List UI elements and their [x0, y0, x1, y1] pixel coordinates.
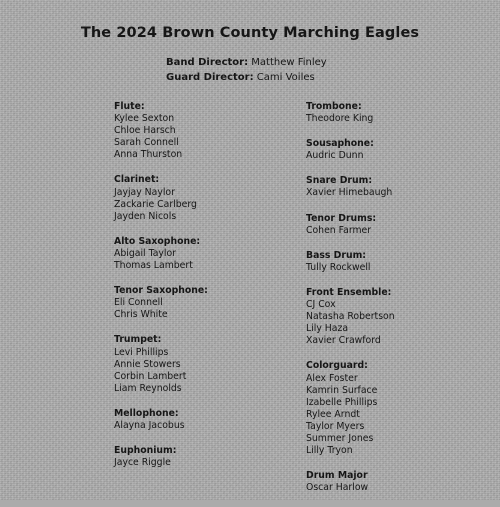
member-name: Alayna Jacobus: [114, 419, 185, 431]
roster-column-right: [306, 101, 395, 507]
member-name: Lily Haza: [306, 323, 349, 335]
section-title: Sousaphone:: [306, 138, 374, 150]
member-name: Chloe Harsch: [114, 125, 176, 137]
roster-section: [114, 174, 208, 222]
member-name: Zackarie Carlberg: [114, 198, 197, 210]
member-name: Thomas Lambert: [114, 260, 193, 272]
roster-section: [306, 213, 395, 237]
section-title: Flute:: [114, 101, 145, 112]
member-name: Corbin Lambert: [114, 370, 187, 382]
member-name: Oscar Harlow: [306, 482, 369, 494]
roster-section: [114, 445, 208, 469]
member-name: Chris White: [114, 309, 168, 321]
member-name: Jayden Nicols: [114, 210, 177, 222]
section-title: Mellophone:: [114, 407, 179, 419]
directors-block: [166, 55, 327, 85]
member-name: Jayce Riggle: [114, 457, 171, 469]
member-name: Natasha Robertson: [306, 311, 395, 323]
roster-section: [114, 408, 208, 432]
guard-director-label: Guard Director:: [166, 72, 254, 83]
member-name: Levi Phillips: [114, 346, 169, 358]
member-name: Sarah Connell: [114, 137, 179, 149]
page-title: The 2024 Brown County Marching Eagles: [80, 25, 420, 41]
member-name: Theodore King: [306, 113, 374, 125]
member-name: Cohen Farmer: [306, 224, 372, 236]
section-title: Trumpet:: [114, 334, 162, 346]
member-name: Xavier Himebaugh: [306, 187, 393, 199]
section-title: Euphonium:: [114, 445, 177, 457]
member-name: Anna Thurston: [114, 149, 183, 161]
member-name: Annie Stowers: [114, 358, 181, 370]
member-name: Jayjay Naylor: [114, 186, 175, 198]
section-title: Alto Saxophone:: [114, 235, 201, 247]
guard-director-line: [166, 70, 327, 85]
section-title: Colorguard:: [306, 360, 368, 372]
member-name: Xavier Crawford: [306, 335, 381, 347]
roster-section: [306, 250, 395, 274]
roster-section: [306, 360, 395, 457]
roster-section: [114, 101, 208, 161]
roster-section: [306, 138, 395, 162]
member-name: Summer Jones: [306, 432, 374, 444]
roster-column-left: [114, 101, 208, 482]
member-name: Rylee Arndt: [306, 408, 360, 420]
member-name: Kylee Sexton: [114, 113, 175, 125]
band-director-line: [166, 55, 327, 70]
section-title: Drum Major: [306, 470, 368, 482]
member-name: Abigail Taylor: [114, 247, 176, 259]
roster-section: [306, 470, 395, 494]
roster-section: [306, 287, 395, 347]
section-title: Tenor Drums:: [306, 212, 377, 224]
roster-section: [114, 236, 208, 272]
band-director-name: Matthew Finley: [251, 57, 327, 68]
member-name: Tully Rockwell: [306, 261, 371, 273]
band-director-label: Band Director:: [166, 57, 249, 68]
section-title: Front Ensemble:: [306, 286, 392, 298]
section-title: Tenor Saxophone:: [114, 285, 208, 297]
roster-section: [306, 101, 395, 125]
member-name: Izabelle Phillips: [306, 396, 378, 408]
member-name: Audric Dunn: [306, 150, 364, 162]
member-name: Taylor Myers: [306, 420, 365, 432]
roster-section: [114, 334, 208, 394]
section-title: Clarinet:: [114, 174, 160, 186]
section-title: Snare Drum:: [306, 175, 373, 187]
member-name: Liam Reynolds: [114, 382, 182, 394]
member-name: Eli Connell: [114, 297, 163, 309]
roster-section: [114, 285, 208, 321]
section-title: Trombone:: [306, 101, 362, 112]
guard-director-name: Cami Voiles: [256, 72, 315, 83]
member-name: Lilly Tryon: [306, 445, 353, 457]
section-title: Bass Drum:: [306, 249, 366, 261]
member-name: Alex Foster: [306, 372, 358, 384]
member-name: CJ Cox: [306, 299, 336, 311]
member-name: Kamrin Surface: [306, 384, 378, 396]
roster-section: [306, 175, 395, 199]
